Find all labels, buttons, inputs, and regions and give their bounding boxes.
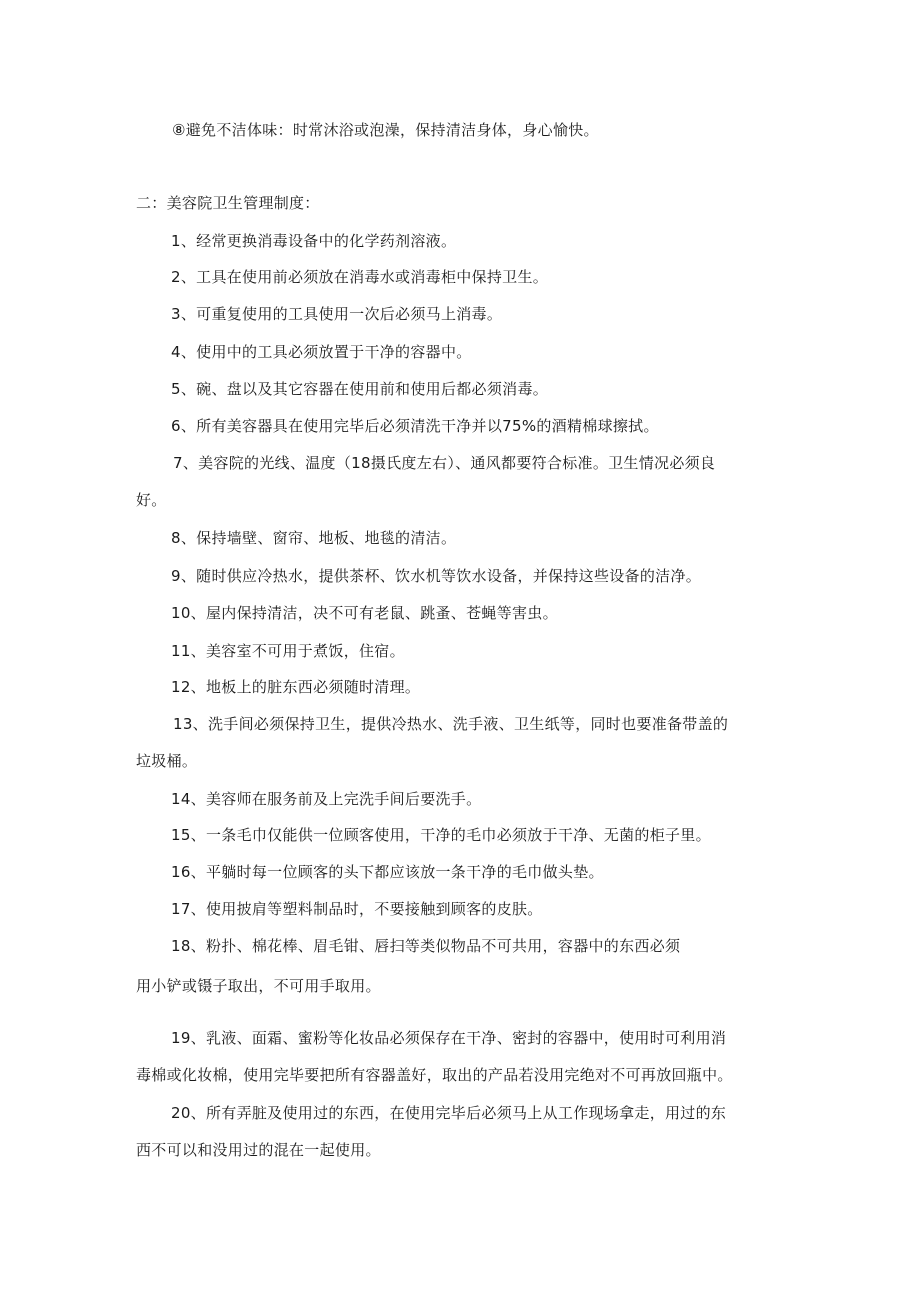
rule-16: 16、平躺时每一位顾客的头下都应该放一条干净的毛巾做头垫。	[171, 863, 604, 881]
rule-1: 1、经常更换消毒设备中的化学药剂溶液。	[171, 232, 457, 250]
rule-6: 6、所有美容器具在使用完毕后必须清洗干净并以75%的酒精棉球擦拭。	[171, 417, 659, 435]
rule-8: 8、保持墙壁、窗帘、地板、地毯的清洁。	[171, 529, 457, 547]
rule-18-line-1: 18、粉扑、棉花棒、眉毛钳、唇扫等类似物品不可共用，容器中的东西必须	[171, 937, 681, 955]
rule-17: 17、使用披肩等塑料制品时，不要接触到顾客的皮肤。	[171, 900, 543, 918]
rule-7-line-1: 7、美容院的光线、温度（18摄氏度左右）、通风都要符合标准。卫生情况必须良	[173, 454, 716, 472]
rule-20-line-2: 西不可以和没用过的混在一起使用。	[136, 1141, 381, 1159]
rule-18-line-2: 用小铲或镊子取出，不可用手取用。	[136, 977, 381, 995]
rule-19-line-1: 19、乳液、面霜、蜜粉等化妆品必须保存在干净、密封的容器中，使用时可利用消	[171, 1029, 727, 1047]
rule-15: 15、一条毛巾仅能供一位顾客使用，干净的毛巾必须放于干净、无菌的柜子里。	[171, 826, 711, 844]
rule-13-line-1: 13、洗手间必须保持卫生，提供冷热水、洗手液、卫生纸等，同时也要准备带盖的	[173, 715, 729, 733]
rule-12: 12、地板上的脏东西必须随时清理。	[171, 678, 421, 696]
rule-19-line-2: 毒棉或化妆棉，使用完毕要把所有容器盖好，取出的产品若没用完绝对不可再放回瓶中。	[136, 1066, 733, 1084]
section-heading: 二：美容院卫生管理制度：	[136, 194, 320, 212]
rule-20-line-1: 20、所有弄脏及使用过的东西，在使用完毕后必须马上从工作现场拿走，用过的东	[171, 1104, 727, 1122]
rule-10: 10、屋内保持清洁，决不可有老鼠、跳蚤、苍蝇等害虫。	[171, 604, 558, 622]
rule-9: 9、随时供应冷热水，提供茶杯、饮水机等饮水设备，并保持这些设备的洁净。	[171, 567, 702, 585]
rule-3: 3、可重复使用的工具使用一次后必须马上消毒。	[171, 305, 503, 323]
rule-5: 5、碗、盘以及其它容器在使用前和使用后都必须消毒。	[171, 380, 549, 398]
rule-14: 14、美容师在服务前及上完洗手间后要洗手。	[171, 790, 482, 808]
rule-4: 4、使用中的工具必须放置于干净的容器中。	[171, 343, 472, 361]
rule-7-line-2: 好。	[136, 491, 167, 509]
rule-11: 11、美容室不可用于煮饭，住宿。	[171, 642, 405, 660]
rule-13-line-2: 垃圾桶。	[136, 752, 198, 770]
rule-2: 2、工具在使用前必须放在消毒水或消毒柜中保持卫生。	[171, 268, 549, 286]
intro-item: ⑧避免不洁体味：时常沐浴或泡澡，保持清洁身体，身心愉快。	[172, 121, 599, 139]
